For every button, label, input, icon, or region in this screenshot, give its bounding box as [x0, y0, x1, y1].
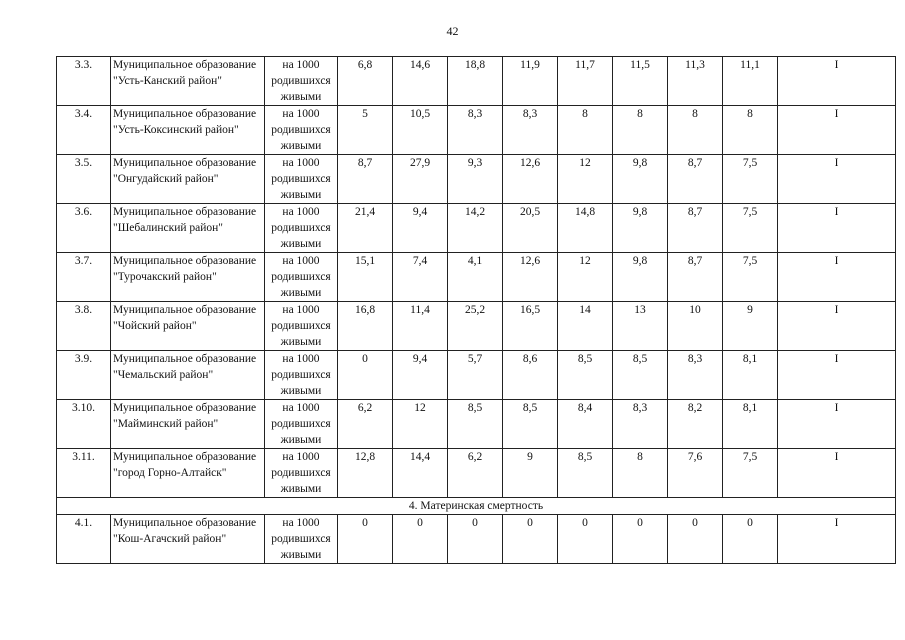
value-cell: 11,7 [558, 57, 613, 106]
value-cell: 9,4 [393, 351, 448, 400]
value-cell: 0 [668, 515, 723, 564]
value-cell: 7,6 [668, 449, 723, 498]
value-cell: 6,2 [448, 449, 503, 498]
table-body-section-3 [57, 57, 896, 498]
value-cell: 8,3 [668, 351, 723, 400]
level-cell: I [778, 400, 896, 449]
unit-cell: на 1000 родившихся живыми [265, 253, 338, 302]
value-cell: 7,5 [723, 204, 778, 253]
value-cell: 9,8 [613, 253, 668, 302]
value-cell: 8,3 [448, 106, 503, 155]
table-row [57, 204, 896, 253]
value-cell: 8,7 [668, 155, 723, 204]
table-body-section-4 [57, 515, 896, 564]
value-cell: 6,8 [338, 57, 393, 106]
page-number: 42 [446, 24, 459, 38]
value-cell: 5,7 [448, 351, 503, 400]
value-cell: 0 [393, 515, 448, 564]
value-cell: 0 [723, 515, 778, 564]
value-cell: 9,4 [393, 204, 448, 253]
unit-cell: на 1000 родившихся живыми [265, 515, 338, 564]
row-number: 3.10. [57, 400, 111, 449]
value-cell: 0 [338, 515, 393, 564]
level-cell: I [778, 253, 896, 302]
value-cell: 16,8 [338, 302, 393, 351]
value-cell: 8,3 [613, 400, 668, 449]
row-number: 3.9. [57, 351, 111, 400]
municipality-name: Муниципальное образование "Кош-Агачский район" [111, 515, 265, 564]
municipality-name: Муниципальное образование "город Горно-Алтайск" [111, 449, 265, 498]
value-cell: 8 [668, 106, 723, 155]
value-cell: 8,7 [338, 155, 393, 204]
value-cell: 15,1 [338, 253, 393, 302]
value-cell: 12 [558, 253, 613, 302]
municipality-name: Муниципальное образование "Шебалинский район" [111, 204, 265, 253]
value-cell: 7,5 [723, 449, 778, 498]
row-number: 3.4. [57, 106, 111, 155]
value-cell: 14,6 [393, 57, 448, 106]
table-row [57, 515, 896, 564]
value-cell: 12 [558, 155, 613, 204]
section-row [57, 498, 896, 515]
municipality-name: Муниципальное образование "Усть-Канский район" [111, 57, 265, 106]
unit-cell: на 1000 родившихся живыми [265, 204, 338, 253]
table-row [57, 449, 896, 498]
value-cell: 16,5 [503, 302, 558, 351]
value-cell: 8 [613, 106, 668, 155]
table-row [57, 351, 896, 400]
row-number: 3.3. [57, 57, 111, 106]
value-cell: 9,8 [613, 204, 668, 253]
municipality-name: Муниципальное образование "Турочакский район" [111, 253, 265, 302]
value-cell: 11,1 [723, 57, 778, 106]
value-cell: 25,2 [448, 302, 503, 351]
indicator-table [56, 56, 896, 564]
value-cell: 0 [558, 515, 613, 564]
value-cell: 10 [668, 302, 723, 351]
value-cell: 11,3 [668, 57, 723, 106]
value-cell: 12,6 [503, 253, 558, 302]
value-cell: 8,1 [723, 400, 778, 449]
level-cell: I [778, 351, 896, 400]
value-cell: 7,5 [723, 253, 778, 302]
unit-cell: на 1000 родившихся живыми [265, 449, 338, 498]
table-row [57, 253, 896, 302]
value-cell: 0 [613, 515, 668, 564]
value-cell: 12,8 [338, 449, 393, 498]
table-row [57, 106, 896, 155]
unit-cell: на 1000 родившихся живыми [265, 400, 338, 449]
value-cell: 7,4 [393, 253, 448, 302]
value-cell: 8,2 [668, 400, 723, 449]
municipality-name: Муниципальное образование "Майминский район" [111, 400, 265, 449]
value-cell: 12 [393, 400, 448, 449]
unit-cell: на 1000 родившихся живыми [265, 57, 338, 106]
value-cell: 8,6 [503, 351, 558, 400]
value-cell: 18,8 [448, 57, 503, 106]
row-number: 3.6. [57, 204, 111, 253]
value-cell: 8,1 [723, 351, 778, 400]
value-cell: 9 [723, 302, 778, 351]
row-number: 3.11. [57, 449, 111, 498]
table-row [57, 155, 896, 204]
municipality-name: Муниципальное образование "Чойский район" [111, 302, 265, 351]
value-cell: 5 [338, 106, 393, 155]
value-cell: 11,9 [503, 57, 558, 106]
row-number: 3.8. [57, 302, 111, 351]
value-cell: 8,5 [558, 449, 613, 498]
value-cell: 14,8 [558, 204, 613, 253]
unit-cell: на 1000 родившихся живыми [265, 106, 338, 155]
value-cell: 21,4 [338, 204, 393, 253]
value-cell: 11,5 [613, 57, 668, 106]
table-body-section-header [57, 498, 896, 515]
value-cell: 6,2 [338, 400, 393, 449]
value-cell: 0 [448, 515, 503, 564]
municipality-name: Муниципальное образование "Онгудайский район" [111, 155, 265, 204]
value-cell: 14 [558, 302, 613, 351]
value-cell: 8,3 [503, 106, 558, 155]
value-cell: 9,3 [448, 155, 503, 204]
section-title: 4. Материнская смертность [57, 498, 896, 515]
value-cell: 8 [558, 106, 613, 155]
unit-cell: на 1000 родившихся живыми [265, 155, 338, 204]
row-number: 3.5. [57, 155, 111, 204]
value-cell: 8 [613, 449, 668, 498]
value-cell: 8 [723, 106, 778, 155]
value-cell: 8,5 [503, 400, 558, 449]
value-cell: 10,5 [393, 106, 448, 155]
level-cell: I [778, 155, 896, 204]
level-cell: I [778, 204, 896, 253]
value-cell: 11,4 [393, 302, 448, 351]
municipality-name: Муниципальное образование "Чемальский район" [111, 351, 265, 400]
value-cell: 27,9 [393, 155, 448, 204]
value-cell: 9 [503, 449, 558, 498]
value-cell: 8,7 [668, 253, 723, 302]
level-cell: I [778, 302, 896, 351]
unit-cell: на 1000 родившихся живыми [265, 302, 338, 351]
value-cell: 14,4 [393, 449, 448, 498]
unit-cell: на 1000 родившихся живыми [265, 351, 338, 400]
level-cell: I [778, 515, 896, 564]
level-cell: I [778, 106, 896, 155]
table-row [57, 57, 896, 106]
value-cell: 0 [503, 515, 558, 564]
value-cell: 14,2 [448, 204, 503, 253]
value-cell: 8,5 [448, 400, 503, 449]
value-cell: 4,1 [448, 253, 503, 302]
value-cell: 8,5 [558, 351, 613, 400]
row-number: 3.7. [57, 253, 111, 302]
value-cell: 0 [338, 351, 393, 400]
value-cell: 20,5 [503, 204, 558, 253]
value-cell: 8,7 [668, 204, 723, 253]
row-number: 4.1. [57, 515, 111, 564]
table-row [57, 302, 896, 351]
value-cell: 8,5 [613, 351, 668, 400]
municipality-name: Муниципальное образование "Усть-Коксинский район" [111, 106, 265, 155]
value-cell: 8,4 [558, 400, 613, 449]
value-cell: 9,8 [613, 155, 668, 204]
level-cell: I [778, 449, 896, 498]
level-cell: I [778, 57, 896, 106]
value-cell: 7,5 [723, 155, 778, 204]
table-row [57, 400, 896, 449]
value-cell: 13 [613, 302, 668, 351]
value-cell: 12,6 [503, 155, 558, 204]
